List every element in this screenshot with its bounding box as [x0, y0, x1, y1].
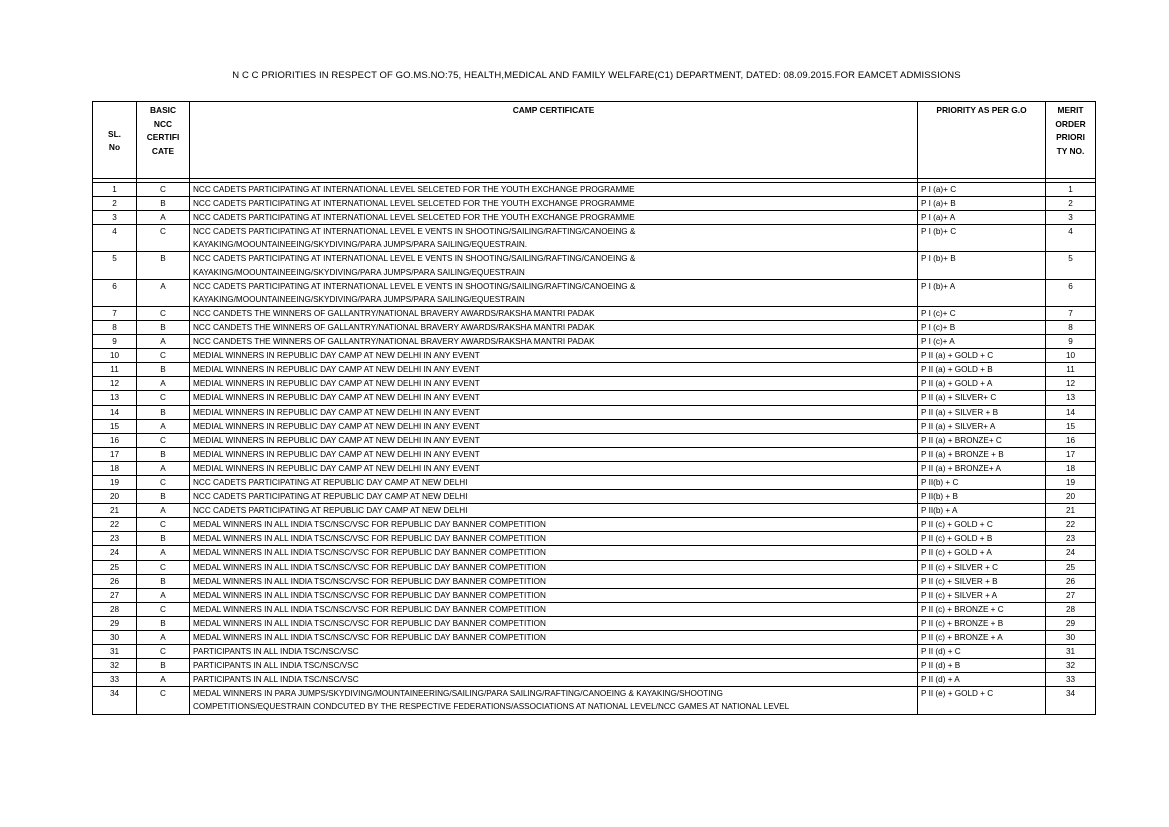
cell-sl-no: 33 [93, 673, 137, 687]
table-row [93, 183, 1096, 197]
camp-certificate-line: MEDAL WINNERS IN ALL INDIA TSC/NSC/VSC FOR REPUBLIC DAY BANNER COMPETITION [193, 618, 546, 628]
cell-camp-certificate [190, 490, 918, 504]
cell-sl-no: 10 [93, 349, 137, 363]
cell-merit-order: 14 [1046, 405, 1096, 419]
cell-sl-no: 6 [93, 279, 137, 306]
cell-basic-certificate: A [137, 335, 190, 349]
cell-sl-no: 28 [93, 602, 137, 616]
cell-basic-certificate: C [137, 602, 190, 616]
cell-basic-certificate: C [137, 183, 190, 197]
cell-basic-certificate: B [137, 490, 190, 504]
cell-priority: P I (b)+ A [918, 279, 1046, 306]
cell-sl-no: 17 [93, 447, 137, 461]
cell-basic-certificate: C [137, 560, 190, 574]
camp-certificate-line: MEDAL WINNERS IN ALL INDIA TSC/NSC/VSC FOR REPUBLIC DAY BANNER COMPETITION [193, 520, 546, 530]
cell-basic-certificate: C [137, 306, 190, 320]
cell-camp-certificate [190, 461, 918, 475]
cell-sl-no: 11 [93, 363, 137, 377]
cell-sl-no: 7 [93, 306, 137, 320]
camp-certificate-line: PARTICIPANTS IN ALL INDIA TSC/NSC/VSC [193, 675, 359, 685]
cell-merit-order: 7 [1046, 306, 1096, 320]
table-header-row [93, 102, 1096, 179]
cell-camp-certificate [190, 405, 918, 419]
cell-priority: P II (d) + B [918, 659, 1046, 673]
camp-certificate-line: NCC CADETS PARTICIPATING AT REPUBLIC DAY CAMP AT NEW DELHI [193, 477, 468, 487]
cell-basic-certificate: B [137, 363, 190, 377]
cell-basic-certificate: A [137, 504, 190, 518]
camp-certificate-line: MEDAL WINNERS IN ALL INDIA TSC/NSC/VSC FOR REPUBLIC DAY BANNER COMPETITION [193, 562, 546, 572]
cell-merit-order: 29 [1046, 616, 1096, 630]
cell-camp-certificate [190, 518, 918, 532]
cell-sl-no: 8 [93, 320, 137, 334]
cell-camp-certificate [190, 616, 918, 630]
cell-sl-no: 22 [93, 518, 137, 532]
camp-certificate-line: MEDAL WINNERS IN ALL INDIA TSC/NSC/VSC FOR REPUBLIC DAY BANNER COMPETITION [193, 590, 546, 600]
header-camp-certificate: CAMP CERTIFICATE [190, 102, 918, 179]
cell-merit-order: 3 [1046, 211, 1096, 225]
cell-merit-order: 10 [1046, 349, 1096, 363]
table-row [93, 349, 1096, 363]
table-row [93, 532, 1096, 546]
header-sl-no: SL. No [93, 102, 137, 179]
cell-sl-no: 4 [93, 225, 137, 252]
cell-sl-no: 16 [93, 433, 137, 447]
table-row [93, 225, 1096, 252]
table-row [93, 645, 1096, 659]
cell-priority: P I (b)+ B [918, 252, 1046, 279]
cell-merit-order: 21 [1046, 504, 1096, 518]
cell-basic-certificate: A [137, 279, 190, 306]
camp-certificate-line: NCC CADETS PARTICIPATING AT INTERNATIONAL LEVEL E VENTS IN SHOOTING/SAILING/RAFTING/CANOEING & [193, 227, 636, 237]
cell-basic-certificate: B [137, 659, 190, 673]
cell-camp-certificate [190, 532, 918, 546]
camp-certificate-line: NCC CADETS PARTICIPATING AT INTERNATIONAL LEVEL SELCETED FOR THE YOUTH EXCHANGE PROGRAMME [193, 185, 635, 194]
cell-camp-certificate [190, 306, 918, 320]
cell-basic-certificate: A [137, 588, 190, 602]
camp-certificate-line: NCC CADETS PARTICIPATING AT INTERNATIONAL LEVEL SELCETED FOR THE YOUTH EXCHANGE PROGRAMME [193, 199, 635, 209]
cell-merit-order: 33 [1046, 673, 1096, 687]
camp-certificate-line: NCC CANDETS THE WINNERS OF GALLANTRY/NATIONAL BRAVERY AWARDS/RAKSHA MANTRI PADAK [193, 322, 595, 332]
cell-priority: P II (c) + SILVER + A [918, 588, 1046, 602]
camp-certificate-line: MEDIAL WINNERS IN REPUBLIC DAY CAMP AT NEW DELHI IN ANY EVENT [193, 421, 480, 431]
camp-certificate-line: KAYAKING/MOOUNTAINEEING/SKYDIVING/PARA JUMPS/PARA SAILING/EQUESTRAIN. [193, 240, 528, 250]
cell-camp-certificate [190, 377, 918, 391]
camp-certificate-line: KAYAKING/MOOUNTAINEEING/SKYDIVING/PARA JUMPS/PARA SAILING/EQUESTRAIN [193, 267, 525, 277]
cell-basic-certificate: A [137, 546, 190, 560]
cell-camp-certificate [190, 631, 918, 645]
cell-priority: P I (a)+ B [918, 197, 1046, 211]
cell-camp-certificate [190, 252, 918, 279]
cell-camp-certificate [190, 475, 918, 489]
cell-merit-order: 13 [1046, 391, 1096, 405]
table-row [93, 211, 1096, 225]
table-row [93, 560, 1096, 574]
header-priority: PRIORITY AS PER G.O [918, 102, 1046, 179]
cell-camp-certificate [190, 211, 918, 225]
camp-certificate-line: COMPETITIONS/EQUESTRAIN CONDCUTED BY THE RESPECTIVE FEDERATIONS/ASSOCIATIONS AT NATIONAL LEVEL/NCC GAMES AT NATIONAL LEVEL [193, 702, 790, 712]
cell-basic-certificate: B [137, 532, 190, 546]
table-row [93, 659, 1096, 673]
cell-camp-certificate [190, 546, 918, 560]
table-row [93, 490, 1096, 504]
cell-basic-certificate: B [137, 616, 190, 630]
camp-certificate-line: NCC CADETS PARTICIPATING AT INTERNATIONAL LEVEL E VENTS IN SHOOTING/SAILING/RAFTING/CANOEING & [193, 254, 636, 264]
cell-camp-certificate [190, 659, 918, 673]
cell-priority: P II(b) + C [918, 475, 1046, 489]
table-row [93, 616, 1096, 630]
camp-certificate-line: PARTICIPANTS IN ALL INDIA TSC/NSC/VSC [193, 647, 359, 657]
camp-certificate-line: MEDAL WINNERS IN PARA JUMPS/SKYDIVING/MOUNTAINEERING/SAILING/PARA SAILING/RAFTING/CANOEING & KAYAKING/SHOOTING [193, 689, 723, 699]
table-row [93, 391, 1096, 405]
cell-priority: P II (a) + GOLD + A [918, 377, 1046, 391]
cell-camp-certificate [190, 447, 918, 461]
camp-certificate-line: NCC CADETS PARTICIPATING AT REPUBLIC DAY CAMP AT NEW DELHI [193, 506, 468, 516]
table-row [93, 433, 1096, 447]
cell-sl-no: 26 [93, 574, 137, 588]
cell-sl-no: 23 [93, 532, 137, 546]
cell-merit-order: 19 [1046, 475, 1096, 489]
cell-sl-no: 30 [93, 631, 137, 645]
camp-certificate-line: MEDAL WINNERS IN ALL INDIA TSC/NSC/VSC FOR REPUBLIC DAY BANNER COMPETITION [193, 576, 546, 586]
cell-basic-certificate: B [137, 447, 190, 461]
cell-sl-no: 21 [93, 504, 137, 518]
cell-priority: P II (c) + SILVER + C [918, 560, 1046, 574]
cell-merit-order: 1 [1046, 183, 1096, 197]
table-row [93, 320, 1096, 334]
cell-basic-certificate: B [137, 252, 190, 279]
table-row [93, 631, 1096, 645]
priority-table [92, 101, 1096, 715]
table-row [93, 447, 1096, 461]
cell-priority: P I (c)+ A [918, 335, 1046, 349]
cell-camp-certificate [190, 504, 918, 518]
camp-certificate-line: MEDIAL WINNERS IN REPUBLIC DAY CAMP AT NEW DELHI IN ANY EVENT [193, 379, 480, 389]
table-row [93, 602, 1096, 616]
cell-priority: P II (c) + BRONZE + C [918, 602, 1046, 616]
cell-merit-order: 25 [1046, 560, 1096, 574]
cell-basic-certificate: C [137, 349, 190, 363]
cell-merit-order: 27 [1046, 588, 1096, 602]
cell-camp-certificate [190, 588, 918, 602]
cell-priority: P II (c) + GOLD + A [918, 546, 1046, 560]
table-row [93, 504, 1096, 518]
cell-merit-order: 4 [1046, 225, 1096, 252]
cell-merit-order: 8 [1046, 320, 1096, 334]
camp-certificate-line: MEDIAL WINNERS IN REPUBLIC DAY CAMP AT NEW DELHI IN ANY EVENT [193, 393, 480, 403]
camp-certificate-line: MEDIAL WINNERS IN REPUBLIC DAY CAMP AT NEW DELHI IN ANY EVENT [193, 449, 480, 459]
camp-certificate-line: MEDAL WINNERS IN ALL INDIA TSC/NSC/VSC FOR REPUBLIC DAY BANNER COMPETITION [193, 548, 546, 558]
cell-basic-certificate: C [137, 391, 190, 405]
cell-sl-no: 2 [93, 197, 137, 211]
cell-basic-certificate: B [137, 405, 190, 419]
cell-basic-certificate: C [137, 475, 190, 489]
cell-priority: P II (c) + BRONZE + A [918, 631, 1046, 645]
table-row [93, 197, 1096, 211]
cell-priority: P II (c) + GOLD + C [918, 518, 1046, 532]
cell-priority: P I (a)+ C [918, 183, 1046, 197]
table-row [93, 279, 1096, 306]
table-row [93, 475, 1096, 489]
camp-certificate-line: NCC CADETS PARTICIPATING AT INTERNATIONAL LEVEL SELCETED FOR THE YOUTH EXCHANGE PROGRAMME [193, 213, 635, 223]
cell-basic-certificate: A [137, 377, 190, 391]
cell-camp-certificate [190, 391, 918, 405]
cell-priority: P II (a) + BRONZE+ C [918, 433, 1046, 447]
table-row [93, 363, 1096, 377]
cell-merit-order: 24 [1046, 546, 1096, 560]
cell-sl-no: 13 [93, 391, 137, 405]
cell-sl-no: 5 [93, 252, 137, 279]
cell-camp-certificate [190, 645, 918, 659]
cell-basic-certificate: A [137, 461, 190, 475]
header-basic-ncc-certificate: BASIC NCC CERTIFI CATE [137, 102, 190, 179]
table-row [93, 252, 1096, 279]
cell-priority: P II (a) + BRONZE+ A [918, 461, 1046, 475]
cell-priority: P II (a) + BRONZE + B [918, 447, 1046, 461]
table-row [93, 673, 1096, 687]
cell-priority: P II(b) + A [918, 504, 1046, 518]
camp-certificate-line: PARTICIPANTS IN ALL INDIA TSC/NSC/VSC [193, 661, 359, 671]
cell-merit-order: 18 [1046, 461, 1096, 475]
cell-camp-certificate [190, 363, 918, 377]
cell-sl-no: 24 [93, 546, 137, 560]
table-row [93, 574, 1096, 588]
cell-camp-certificate [190, 320, 918, 334]
cell-priority: P II (c) + GOLD + B [918, 532, 1046, 546]
cell-camp-certificate [190, 349, 918, 363]
cell-camp-certificate [190, 687, 918, 714]
camp-certificate-line: NCC CANDETS THE WINNERS OF GALLANTRY/NATIONAL BRAVERY AWARDS/RAKSHA MANTRI PADAK [193, 337, 595, 347]
cell-sl-no: 32 [93, 659, 137, 673]
cell-sl-no: 20 [93, 490, 137, 504]
cell-priority: P II(b) + B [918, 490, 1046, 504]
camp-certificate-line: MEDAL WINNERS IN ALL INDIA TSC/NSC/VSC FOR REPUBLIC DAY BANNER COMPETITION [193, 534, 546, 544]
camp-certificate-line: MEDIAL WINNERS IN REPUBLIC DAY CAMP AT NEW DELHI IN ANY EVENT [193, 351, 480, 361]
camp-certificate-line: MEDIAL WINNERS IN REPUBLIC DAY CAMP AT NEW DELHI IN ANY EVENT [193, 407, 480, 417]
cell-camp-certificate [190, 419, 918, 433]
cell-camp-certificate [190, 197, 918, 211]
cell-basic-certificate: A [137, 631, 190, 645]
cell-priority: P II (a) + SILVER + B [918, 405, 1046, 419]
cell-basic-certificate: C [137, 645, 190, 659]
table-row [93, 687, 1096, 714]
cell-sl-no: 1 [93, 183, 137, 197]
cell-sl-no: 34 [93, 687, 137, 714]
cell-sl-no: 15 [93, 419, 137, 433]
cell-priority: P I (c)+ B [918, 320, 1046, 334]
cell-priority: P I (b)+ C [918, 225, 1046, 252]
camp-certificate-line: MEDAL WINNERS IN ALL INDIA TSC/NSC/VSC FOR REPUBLIC DAY BANNER COMPETITION [193, 633, 546, 642]
cell-priority: P I (a)+ A [918, 211, 1046, 225]
cell-priority: P II (a) + SILVER+ A [918, 419, 1046, 433]
camp-certificate-line: NCC CANDETS THE WINNERS OF GALLANTRY/NATIONAL BRAVERY AWARDS/RAKSHA MANTRI PADAK [193, 308, 595, 318]
table-row [93, 546, 1096, 560]
table-row [93, 306, 1096, 320]
table-row [93, 335, 1096, 349]
cell-basic-certificate: C [137, 518, 190, 532]
cell-sl-no: 19 [93, 475, 137, 489]
cell-sl-no: 29 [93, 616, 137, 630]
cell-merit-order: 12 [1046, 377, 1096, 391]
camp-certificate-line: KAYAKING/MOOUNTAINEEING/SKYDIVING/PARA JUMPS/PARA SAILING/EQUESTRAIN [193, 294, 525, 304]
cell-camp-certificate [190, 279, 918, 306]
cell-merit-order: 26 [1046, 574, 1096, 588]
cell-sl-no: 14 [93, 405, 137, 419]
cell-camp-certificate [190, 433, 918, 447]
cell-merit-order: 22 [1046, 518, 1096, 532]
table-row [93, 419, 1096, 433]
cell-merit-order: 30 [1046, 631, 1096, 645]
cell-priority: P II (a) + SILVER+ C [918, 391, 1046, 405]
cell-merit-order: 31 [1046, 645, 1096, 659]
cell-merit-order: 11 [1046, 363, 1096, 377]
cell-sl-no: 9 [93, 335, 137, 349]
cell-basic-certificate: B [137, 574, 190, 588]
cell-camp-certificate [190, 183, 918, 197]
cell-basic-certificate: A [137, 211, 190, 225]
cell-basic-certificate: A [137, 419, 190, 433]
cell-sl-no: 27 [93, 588, 137, 602]
cell-camp-certificate [190, 225, 918, 252]
cell-merit-order: 5 [1046, 252, 1096, 279]
cell-camp-certificate [190, 673, 918, 687]
cell-priority: P II (d) + A [918, 673, 1046, 687]
table-row [93, 518, 1096, 532]
cell-basic-certificate: C [137, 225, 190, 252]
cell-merit-order: 2 [1046, 197, 1096, 211]
cell-sl-no: 25 [93, 560, 137, 574]
cell-merit-order: 23 [1046, 532, 1096, 546]
document-title: N C C PRIORITIES IN RESPECT OF GO.MS.NO:75, HEALTH,MEDICAL AND FAMILY WELFARE(C1) DEPARTMENT, DATED: 08.09.2015.FOR EAMCET ADMISSIONS [232, 70, 961, 81]
cell-merit-order: 32 [1046, 659, 1096, 673]
cell-camp-certificate [190, 574, 918, 588]
table-row [93, 588, 1096, 602]
table-row [93, 461, 1096, 475]
cell-sl-no: 3 [93, 211, 137, 225]
cell-basic-certificate: A [137, 673, 190, 687]
camp-certificate-line: NCC CADETS PARTICIPATING AT INTERNATIONAL LEVEL E VENTS IN SHOOTING/SAILING/RAFTING/CANOEING & [193, 281, 636, 291]
cell-merit-order: 28 [1046, 602, 1096, 616]
cell-priority: P II (c) + BRONZE + B [918, 616, 1046, 630]
header-merit-order: MERIT ORDER PRIORI TY NO. [1046, 102, 1096, 179]
cell-basic-certificate: C [137, 433, 190, 447]
cell-merit-order: 16 [1046, 433, 1096, 447]
cell-priority: P II (c) + SILVER + B [918, 574, 1046, 588]
cell-merit-order: 6 [1046, 279, 1096, 306]
cell-priority: P II (a) + GOLD + B [918, 363, 1046, 377]
camp-certificate-line: MEDIAL WINNERS IN REPUBLIC DAY CAMP AT NEW DELHI IN ANY EVENT [193, 435, 480, 445]
cell-camp-certificate [190, 602, 918, 616]
cell-priority: P II (a) + GOLD + C [918, 349, 1046, 363]
camp-certificate-line: MEDIAL WINNERS IN REPUBLIC DAY CAMP AT NEW DELHI IN ANY EVENT [193, 463, 480, 473]
cell-sl-no: 18 [93, 461, 137, 475]
cell-merit-order: 17 [1046, 447, 1096, 461]
camp-certificate-line: NCC CADETS PARTICIPATING AT REPUBLIC DAY CAMP AT NEW DELHI [193, 492, 468, 502]
cell-priority: P I (c)+ C [918, 306, 1046, 320]
table-row [93, 377, 1096, 391]
cell-basic-certificate: C [137, 687, 190, 714]
camp-certificate-line: MEDIAL WINNERS IN REPUBLIC DAY CAMP AT NEW DELHI IN ANY EVENT [193, 365, 480, 375]
cell-merit-order: 20 [1046, 490, 1096, 504]
table-row [93, 405, 1096, 419]
cell-priority: P II (d) + C [918, 645, 1046, 659]
cell-camp-certificate [190, 560, 918, 574]
cell-merit-order: 34 [1046, 687, 1096, 714]
table-body [93, 183, 1096, 715]
cell-sl-no: 12 [93, 377, 137, 391]
cell-merit-order: 15 [1046, 419, 1096, 433]
cell-merit-order: 9 [1046, 335, 1096, 349]
camp-certificate-line: MEDAL WINNERS IN ALL INDIA TSC/NSC/VSC FOR REPUBLIC DAY BANNER COMPETITION [193, 604, 546, 614]
cell-sl-no: 31 [93, 645, 137, 659]
cell-camp-certificate [190, 335, 918, 349]
cell-basic-certificate: B [137, 320, 190, 334]
cell-basic-certificate: B [137, 197, 190, 211]
cell-priority: P II (e) + GOLD + C [918, 687, 1046, 714]
